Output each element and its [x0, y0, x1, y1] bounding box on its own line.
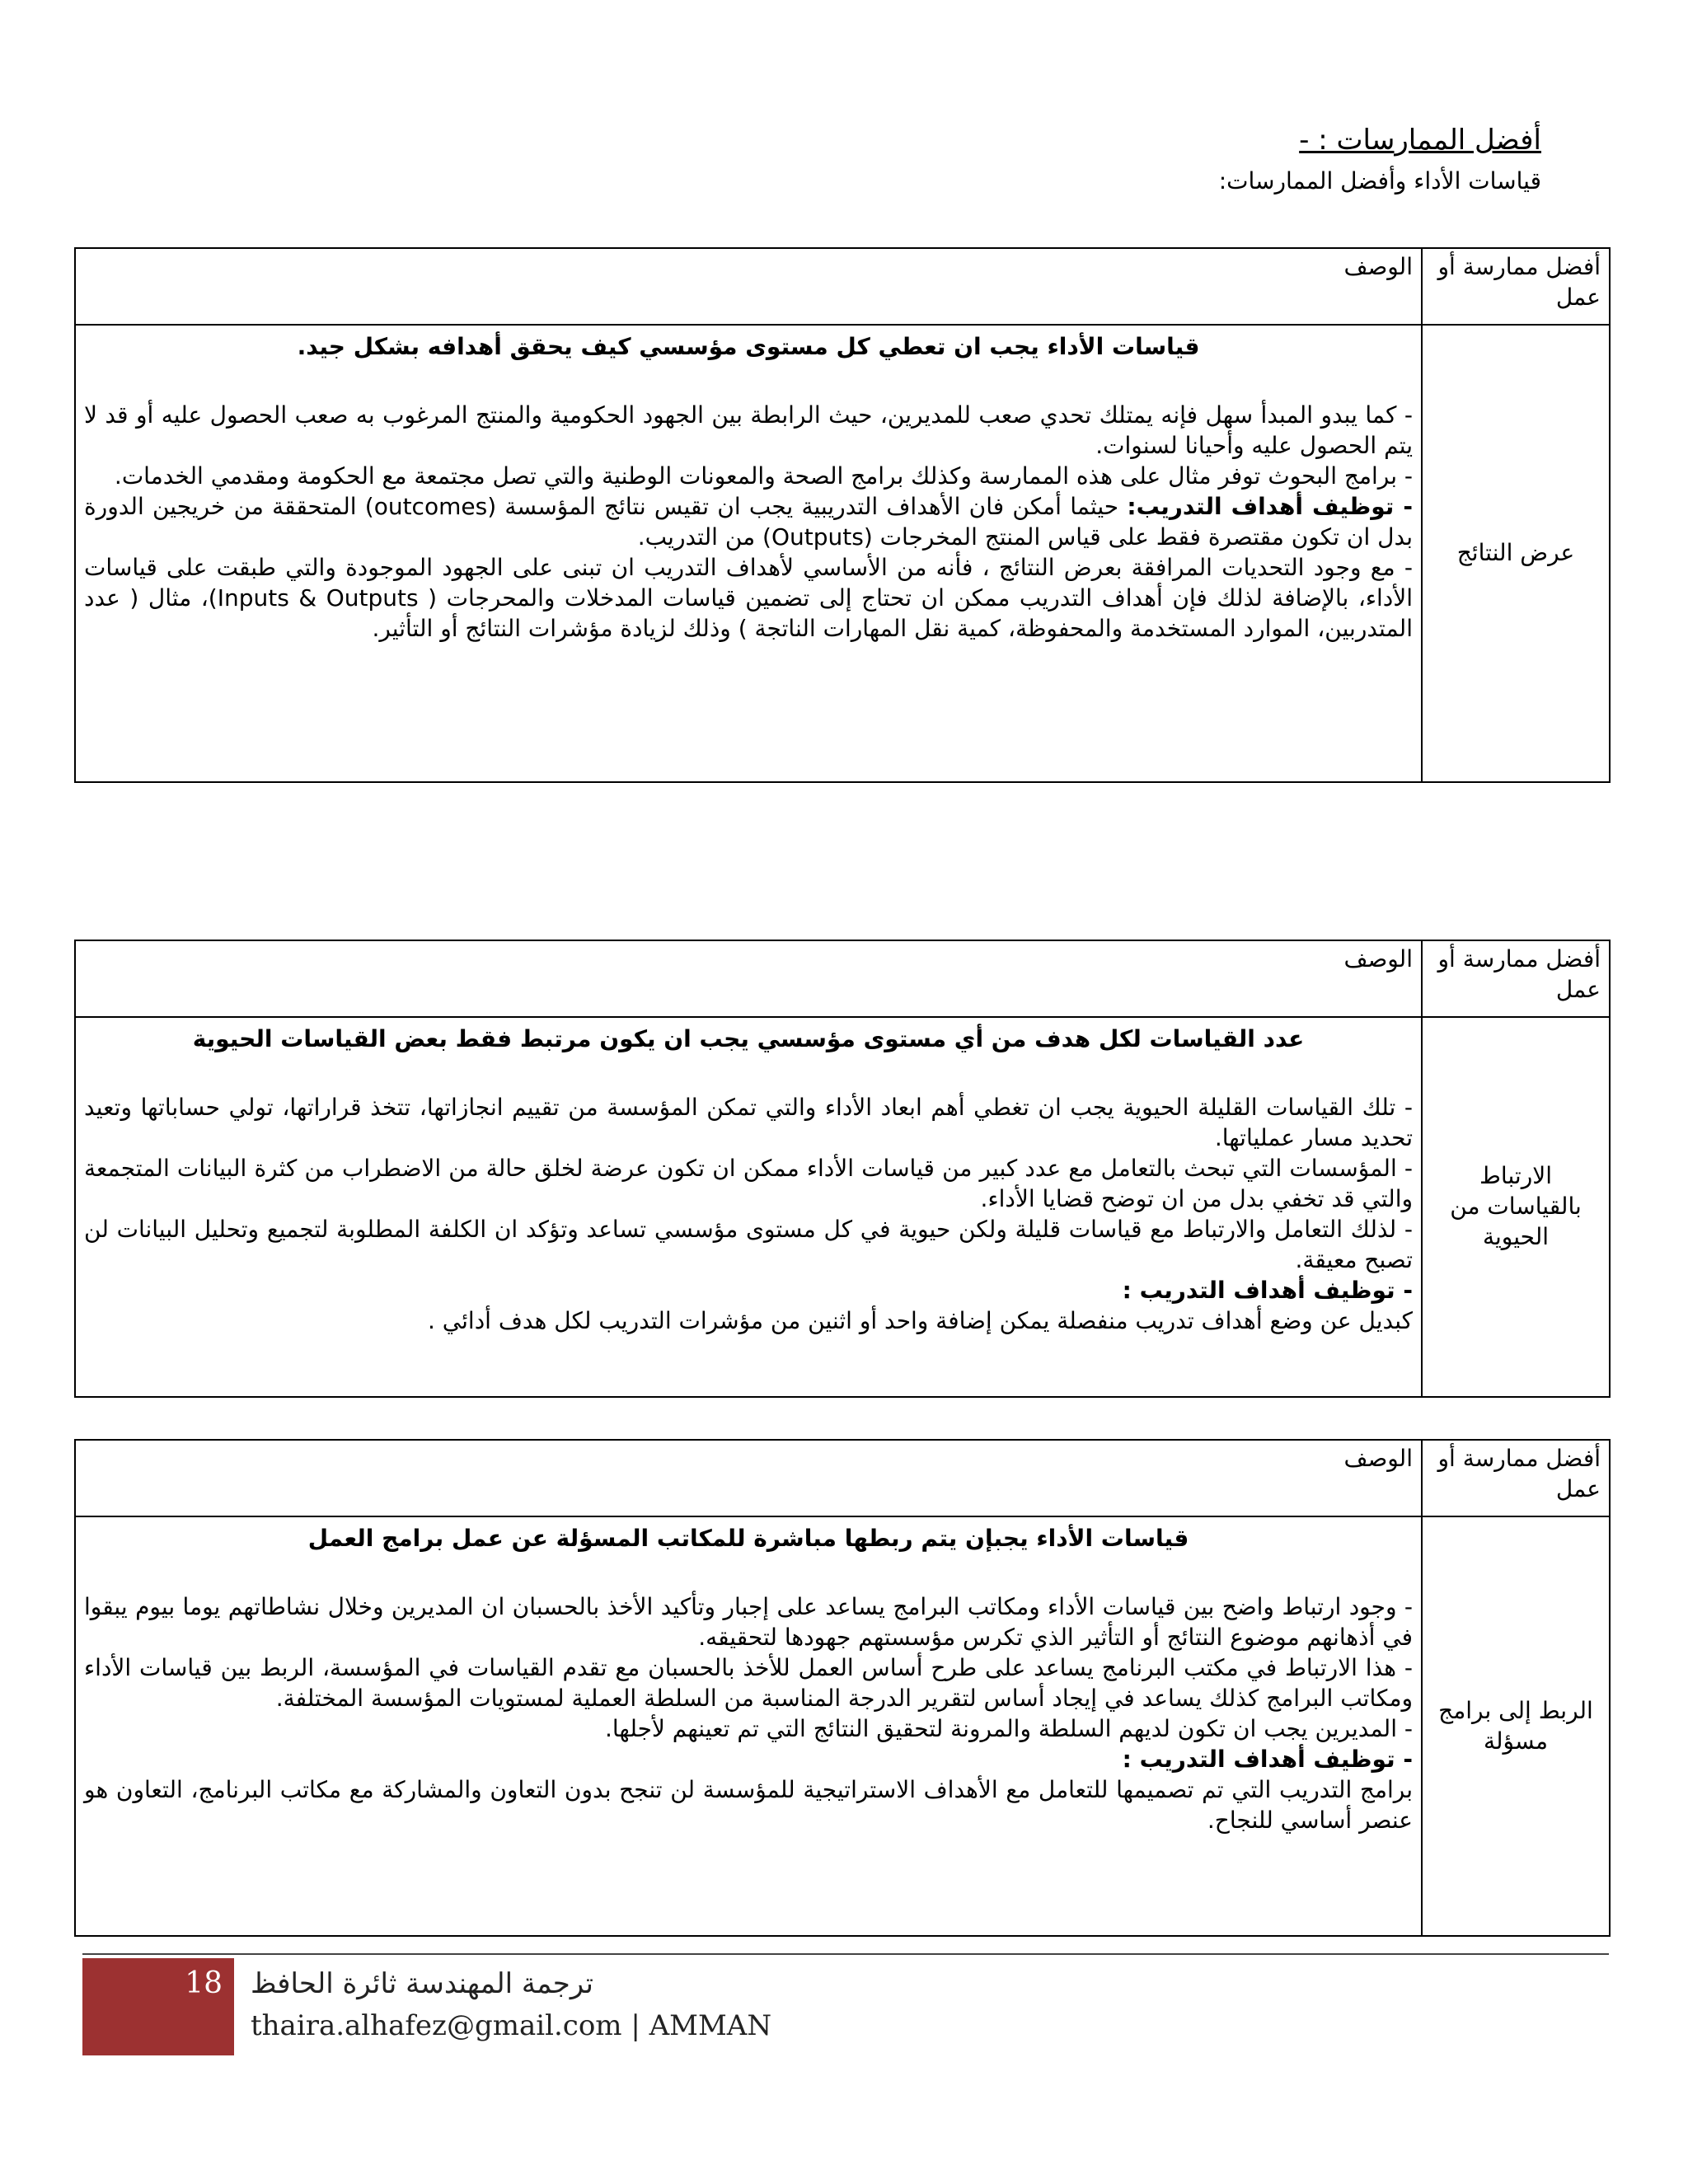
page-heading: أفضل الممارسات : -: [1299, 124, 1541, 157]
paragraph: - مع وجود التحديات المرافقة بعرض النتائج ، فأنه من الأساسي لأهداف التدريب ان تبنى على الجهود الموجودة والتي طبقت على قياسات الأداء، بالإضافة لذلك فإن أهداف التدريب ممكن ان تحتاج إلى تضمين قياسات المدخلات والمحرجات ( Inputs & Outputs)، مثال ( عدد المتدربين، الموارد المستخدمة والمحفوظة، كمية نقل المهارات الناتجة ) وذلك لزيادة مؤشرات النتائج أو التأثير.: [84, 553, 1414, 642]
page-subheading: قياسات الأداء وأفضل الممارسات:: [1218, 167, 1541, 194]
header-description-cell: الوصف: [75, 248, 1422, 325]
lead-statement: قياسات الأداء يجبإن يتم ربطها مباشرة للمكاتب المسؤلة عن عمل برامج العمل: [307, 1525, 1189, 1552]
paragraph: [84, 492, 1413, 553]
practice-name-cell: الارتباط بالقياسات من الحيوية: [1422, 1017, 1610, 1397]
practice-name-cell: عرض النتائج: [1422, 325, 1610, 782]
header-description-cell: الوصف: [75, 940, 1422, 1017]
paragraph: - المؤسسات التي تبحث بالتعامل مع عدد كبير من قياسات الأداء ممكن ان تكون عرضة لخلق حالة من الاضطراب من كثرة البيانات المتجمعة والتي قد تخفي بدل من ان توضح قضايا الأداء.: [84, 1154, 1413, 1212]
practice-name-cell: الربط إلى برامج مسؤلة: [1422, 1516, 1610, 1936]
paragraph: - كما يبدو المبدأ سهل فإنه يمتلك تحدي صعب للمديرين، حيث الرابطة بين الجهود الحكومية والمنتج المرغوب به صعب الحصول عليه أو قد لا يتم الحصول عليه وأحيانا لسنوات.: [84, 401, 1413, 459]
header-description-cell: الوصف: [75, 1440, 1422, 1516]
paragraph: برامج التدريب التي تم تصميمها للتعامل مع الأهداف الاستراتيجية للمؤسسة لن تنجح بدون التعاون والمشاركة مع مكاتب البرنامج، التعاون هو عنصر أساسي للنجاح.: [84, 1775, 1413, 1834]
header-practice-cell: أفضل ممارسة أو عمل: [1422, 1440, 1610, 1516]
contact-info: thaira.alhafez@gmail.com | AMMAN: [251, 2009, 772, 2042]
header-practice-cell: أفضل ممارسة أو عمل: [1422, 248, 1610, 325]
best-practice-table-3: [74, 1439, 1611, 1937]
header-practice-cell: أفضل ممارسة أو عمل: [1422, 940, 1610, 1017]
paragraph: - لذلك التعامل والارتباط مع قياسات قليلة ولكن حيوية في كل مستوى مؤسسي تساعد وتؤكد ان الكلفة المطلوبة لتجميع وتحليل البيانات لن تصبح معيقة.: [84, 1215, 1413, 1273]
training-label: - توظيف أهداف التدريب :: [1122, 1276, 1413, 1304]
page-number: 18: [185, 1966, 223, 2000]
best-practice-table-2: [74, 940, 1611, 1398]
best-practice-table-1: [74, 247, 1611, 783]
description-cell: [75, 325, 1422, 782]
lead-statement: عدد القياسات لكل هدف من أي مستوى مؤسسي يجب ان يكون مرتبط فقط بعض القياسات الحيوية: [192, 1025, 1305, 1052]
paragraph: - المديرين يجب ان تكون لديهم السلطة والمرونة لتحقيق النتائج التي تم تعينهم لأجلها.: [604, 1714, 1413, 1742]
paragraph: - تلك القياسات القليلة الحيوية يجب ان تغطي أهم ابعاد الأداء والتي تمكن المؤسسة من تقييم انجازاتها، تتخذ قراراتها، تولي حساباتها وتعيد تحديد مسار عملياتها.: [84, 1093, 1413, 1151]
page-footer: [82, 1953, 1609, 2054]
paragraph: كبديل عن وضع أهداف تدريب منفصلة يمكن إضافة واحد أو اثنين من مؤشرات التدريب لكل هدف أدائي .: [428, 1306, 1413, 1334]
footer-credits: [251, 1963, 771, 2047]
lead-statement: قياسات الأداء يجب ان تعطي كل مستوى مؤسسي كيف يحقق أهدافه بشكل جيد.: [297, 333, 1200, 360]
training-label: - توظيف أهداف التدريب:: [1127, 492, 1413, 520]
training-label: - توظيف أهداف التدريب :: [1122, 1745, 1413, 1773]
paragraph: - هذا الارتباط في مكتب البرنامج يساعد على طرح أساس العمل للأخذ بالحسبان مع تقدم القياسات في المؤسسة، الربط بين قياسات الأداء ومكاتب البرامج كذلك يساعد في إيجاد أساس لتقرير الدرجة المناسبة من السلطة العملية لمستويات المؤسسة المختلفة.: [84, 1653, 1413, 1712]
description-cell: [75, 1516, 1422, 1936]
translator-credit: ترجمة المهندسة ثائرة الحافظ: [251, 1967, 594, 2000]
paragraph: - وجود ارتباط واضح بين قياسات الأداء ومكاتب البرامج يساعد على إجبار وتأكيد الأخذ بالحسبان ان المديرين وخلال نشاطاتهم يوما بيوم يبقوا في أذهانهم موضوع النتائج أو التأثير الذي تكرس مؤسستهم جهودها لتحقيقه.: [84, 1592, 1413, 1651]
paragraph: - برامج البحوث توفر مثال على هذه الممارسة وكذلك برامج الصحة والمعونات الوطنية والتي تصل مجتمعة مع الحكومة ومقدمي الخدمات.: [114, 462, 1413, 490]
page-number-box: [82, 1958, 234, 2055]
paragraph-text: حيثما أمكن فان الأهداف التدريبية يجب ان تقيس نتائج المؤسسة (outcomes) المتحققة من خريجين الدورة بدل ان تكون مقتصرة فقط على قياس المنتج المخرجات (Outputs) من التدريب.: [84, 492, 1413, 551]
description-cell: [75, 1017, 1422, 1397]
